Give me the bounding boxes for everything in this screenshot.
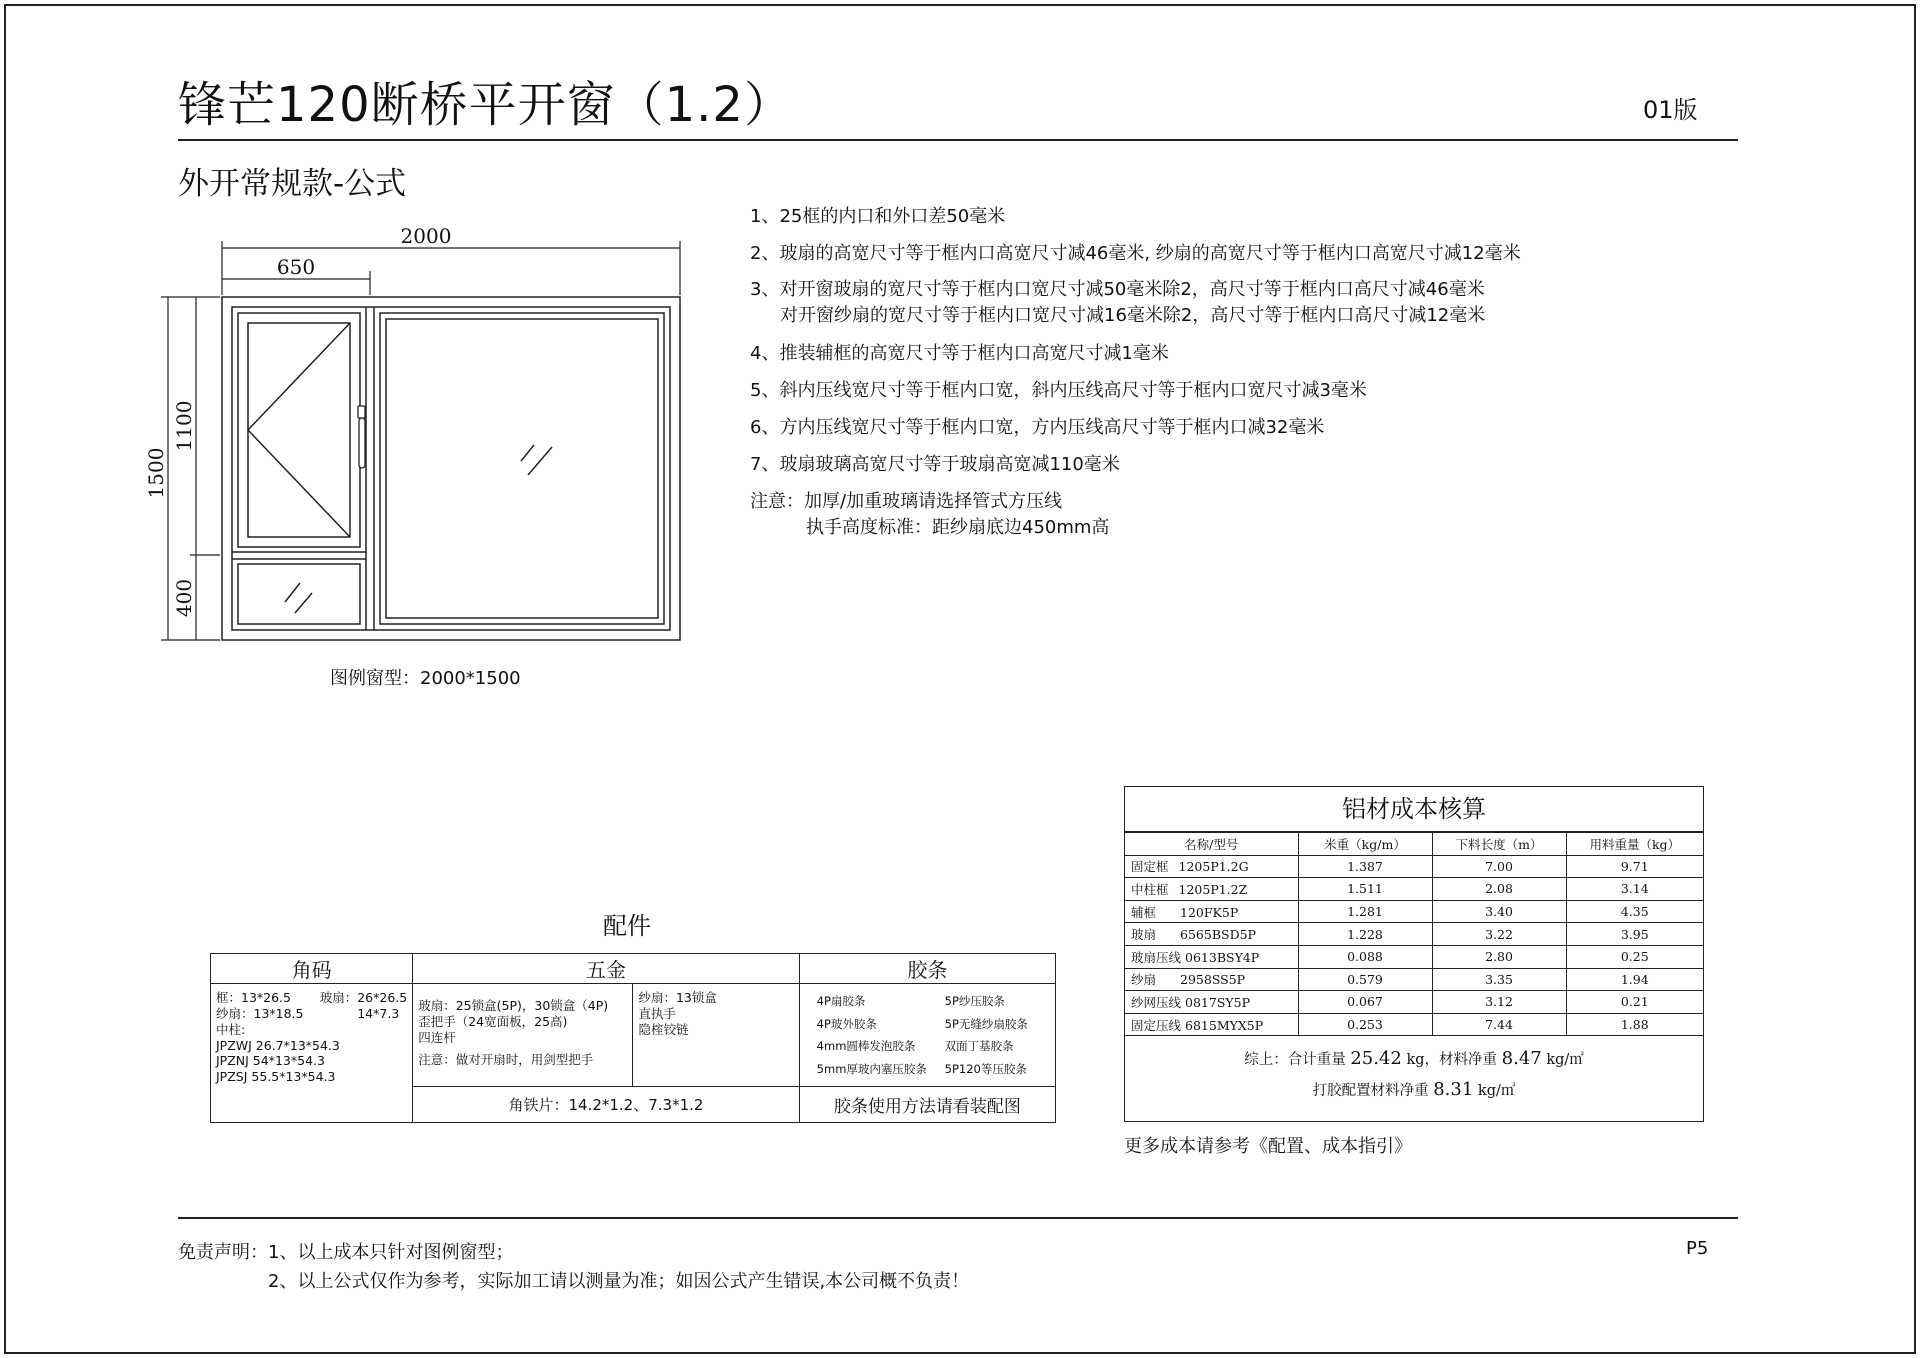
strip-item: 5P纱压胶条 [944,994,1005,1008]
formula-rules [750,198,1521,541]
row-total: 1.88 [1566,1013,1703,1036]
page-title: 锋芒120断桥平开窗（1.2） [178,77,793,133]
parts-header-hardware: 五金 [413,954,799,984]
row-weight: 0.067 [1298,991,1432,1014]
cost-title: 铝材成本核算 [1125,787,1703,832]
row-weight: 1.281 [1298,900,1432,923]
corner-screen: 纱扇：13*18.5 [216,1006,304,1021]
table-row [1125,991,1703,1014]
row-model: 1205P1.2Z [1178,881,1248,897]
disclaimer-line-1: 免责声明：1、以上成本只针对图例窗型； [178,1242,514,1263]
parts-header-strip: 胶条 [799,954,1055,984]
cost-table [1125,832,1703,1036]
cost-header: 名称/型号 [1125,833,1298,856]
strip-item: 5P120等压胶条 [944,1061,1027,1076]
row-length: 3.22 [1432,923,1566,946]
row-total: 1.94 [1566,968,1703,991]
hardware-screen-cell [633,984,799,1087]
rule-note-2: 执手高度标准：距纱扇底边450mm高 [806,517,1110,538]
strip-cell [799,984,1055,1087]
rule-6: 6、方内压线宽尺寸等于框内口宽，方内压线高尺寸等于框内口减32毫米 [750,417,1325,438]
row-length: 2.08 [1432,878,1566,901]
table-row [1125,968,1703,991]
rule-7: 7、玻扇玻璃高宽尺寸等于玻扇高宽减110毫米 [750,454,1120,475]
net-weight: 8.47 [1501,1048,1542,1070]
table-row [1125,923,1703,946]
hardware-glass: 玻扇：25锁盒(5P)，30锁盒（4P) 歪把手（24宽面板，25高) 四连杆 [418,998,609,1045]
parts-table [210,953,1056,1123]
summary-kg: kg，材料净重 [1406,1052,1498,1069]
strip-item: 5P无缝纱扇胶条 [944,1016,1028,1031]
rule-4: 4、推装辅框的高宽尺寸等于框内口高宽尺寸减1毫米 [750,343,1169,364]
row-weight: 0.253 [1298,1013,1432,1036]
cost-summary [1125,1036,1703,1106]
strip-item: 双面丁基胶条 [944,1039,1014,1053]
page-number: P5 [1686,1238,1709,1259]
table-row [1125,900,1703,923]
row-total: 0.25 [1566,945,1703,968]
glue-label: 打胶配置材料净重 [1312,1083,1429,1100]
row-weight: 1.511 [1298,878,1432,901]
row-total: 3.14 [1566,878,1703,901]
row-length: 7.44 [1432,1013,1566,1036]
disclaimer [178,1238,969,1296]
window-drawing [140,215,700,655]
dim-upper-label: 1100 [172,400,196,452]
strip-item: 4mm圆棒发泡胶条 [816,1039,916,1053]
hardware-screen: 纱扇：13锁盒 直执手 隐榁铰链 [638,990,717,1037]
unit-sqm: kg/㎡ [1477,1083,1516,1100]
row-model: 0613BSY4P [1185,949,1260,965]
table-row [1125,945,1703,968]
rule-3b: 对开窗纱扇的宽尺寸等于框内口宽尺寸减16毫米除2，高尺寸等于框内口高尺寸减12毫米 [780,305,1486,326]
version-label: 01版 [1643,96,1698,124]
row-model: 120FK5P [1180,904,1239,920]
parts-title: 配件 [603,912,651,940]
row-name: 纱扇 [1131,972,1157,988]
row-total: 0.21 [1566,991,1703,1014]
drawing-caption: 图例窗型：2000*1500 [330,668,521,689]
row-total: 3.95 [1566,923,1703,946]
rule-note-1: 注意：加厚/加重玻璃请选择管式方压线 [750,491,1063,512]
fixed-pane [380,313,664,624]
table-row [1125,1013,1703,1036]
row-weight: 1.387 [1298,855,1432,878]
table-row [1125,855,1703,878]
row-model: 1205P1.2G [1178,859,1249,875]
row-model: 2958SS5P [1180,972,1246,988]
corner-glass-label: 玻扇： [319,990,358,1005]
row-weight: 1.228 [1298,923,1432,946]
row-length: 3.35 [1432,968,1566,991]
row-name: 玻扇 [1131,927,1157,943]
strip-item: 4P扇胶条 [816,994,866,1008]
row-name: 玻扇压线 [1131,949,1182,965]
row-weight: 0.088 [1298,945,1432,968]
row-total: 4.35 [1566,900,1703,923]
row-model: 6565BSD5P [1180,927,1256,943]
angle-iron: 角铁片：14.2*1.2、7.3*1.2 [413,1087,799,1123]
row-total: 9.71 [1566,855,1703,878]
row-model: 0817SY5P [1185,994,1251,1010]
row-name: 辅框 [1131,904,1157,920]
corner-glass-values: 26*26.5 14*7.3 [357,990,408,1021]
footer-divider [178,1217,1738,1219]
strip-item: 5mm厚玻内塞压胶条 [816,1061,927,1076]
dim-lower-label: 400 [172,578,196,618]
summary-prefix: 综上：合计重量 [1244,1052,1346,1069]
row-name: 纱网压线 [1131,994,1182,1010]
cost-reference: 更多成本请参考《配置、成本指引》 [1124,1136,1412,1157]
total-weight: 25.42 [1350,1048,1402,1070]
row-weight: 0.579 [1298,968,1432,991]
cost-panel [1124,786,1704,1122]
table-row [1125,878,1703,901]
rule-5: 5、斜内压线宽尺寸等于框内口宽，斜内压线高尺寸等于框内口宽尺寸减3毫米 [750,380,1367,401]
header-divider [178,139,1738,141]
dim-width-label: 2000 [400,224,452,248]
row-name: 固定压线 [1131,1017,1182,1033]
section-subtitle: 外开常规款-公式 [178,166,407,202]
glue-weight: 8.31 [1433,1079,1474,1101]
row-name: 中柱框 [1131,881,1169,897]
window-frame [222,297,680,640]
row-length: 2.80 [1432,945,1566,968]
dim-sash-label: 650 [276,255,316,279]
row-length: 3.40 [1432,900,1566,923]
strip-item: 4P玻外胶条 [816,1016,877,1031]
row-length: 3.12 [1432,991,1566,1014]
row-model: 6815MYX5P [1185,1017,1264,1033]
parts-header-corner: 角码 [211,954,413,984]
unit-sqm: kg/㎡ [1546,1052,1584,1069]
hardware-note: 注意：做对开扇时，用剑型把手 [418,1052,594,1067]
cost-header: 用料重量（kg） [1566,833,1703,856]
row-length: 7.00 [1432,855,1566,878]
cost-header: 米重（kg/m） [1298,833,1432,856]
opening-sash [238,313,360,547]
dim-height-label: 1500 [144,447,168,499]
row-name: 固定框 [1131,859,1169,875]
cost-header: 下料长度（m） [1432,833,1566,856]
hardware-glass-cell [413,984,633,1087]
disclaimer-line-2: 2、以上公式仅作为参考，实际加工请以测量为准；如因公式产生错误,本公司概不负责！ [268,1271,970,1292]
corner-mullion: 中柱: JPZWJ 26.7*13*54.3 JPZNJ 54*13*54.3 JPZSJ 55.5*13*54.3 [216,1022,340,1084]
rule-1: 1、25框的内口和外口差50毫米 [750,206,1006,227]
rule-2: 2、玻扇的高宽尺寸等于框内口高宽尺寸减46毫米, 纱扇的高宽尺寸等于框内口高宽尺寸减12毫米 [750,243,1521,264]
handle-icon [358,406,365,468]
corner-frame: 框：13*26.5 [216,990,291,1005]
corner-cell [211,984,413,1123]
strip-note: 胶条使用方法请看装配图 [799,1087,1055,1123]
rule-3a: 3、对开窗玻扇的宽尺寸等于框内口宽尺寸减50毫米除2，高尺寸等于框内口高尺寸减46毫米 [750,279,1485,300]
